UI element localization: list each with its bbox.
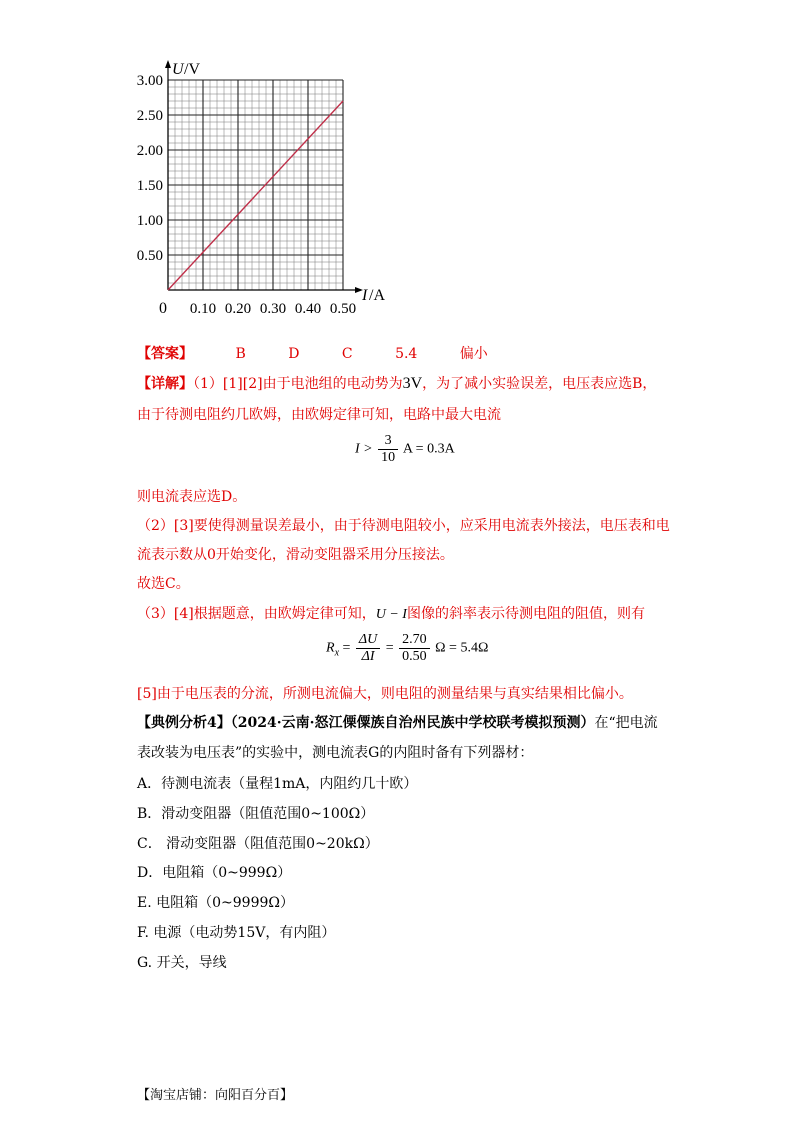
- answer-item-3: C: [341, 346, 353, 362]
- option-a: A．待测电流表（量程1mA，内阻约几十欧）: [137, 776, 418, 792]
- eq2-rhs: Ω = 5.4Ω: [435, 640, 489, 656]
- option-d: D．电阻箱（0~999Ω）: [137, 865, 292, 881]
- detail-line1-b: ，为了减小实验误差，电压表应选B，: [422, 376, 657, 392]
- detail-label: 【详解】: [137, 376, 193, 392]
- eq1-rhs: A = 0.3A: [402, 441, 455, 457]
- y-tick-label: 2.00: [136, 143, 163, 159]
- answer-item-4: 5.4: [395, 346, 418, 362]
- y-axis-label-var: U: [172, 61, 184, 78]
- eq2-fraction-1: [356, 632, 380, 665]
- x-axis-label-unit: /A: [369, 287, 385, 304]
- origin-label: 0: [159, 300, 167, 317]
- graph-series: [168, 101, 343, 290]
- detail-line-6: 故选C。: [137, 576, 190, 592]
- eq2-den1: ΔI: [361, 649, 375, 664]
- y-tick-label: 1.00: [136, 213, 163, 229]
- u-i-graph: [120, 50, 390, 320]
- detail-line-5: 流表示数从0开始变化，滑动变阻器采用分压接法。: [137, 547, 454, 563]
- option-g: G. 开关，导线: [137, 955, 227, 971]
- option-e: E. 电阻箱（0~9999Ω）: [137, 895, 294, 911]
- eq1-fraction: [378, 433, 398, 466]
- answer-item-5: 偏小: [459, 346, 488, 362]
- x-axis-label-var: I: [362, 287, 368, 304]
- option-f: F. 电源（电动势15V，有内阻）: [137, 925, 336, 941]
- eq1-num: 3: [378, 433, 398, 450]
- graph-y-ticks: [137, 73, 163, 264]
- y-tick-label: 1.50: [136, 178, 163, 194]
- detail-line-2: 由于待测电阻约几欧姆，由欧姆定律可知，电路中最大电流: [137, 407, 501, 423]
- y-axis-label-unit: /V: [184, 61, 200, 78]
- detail-line7-b: 图像的斜率表示待测电阻的阻值，则有: [406, 606, 645, 622]
- y-tick-label: 2.50: [136, 108, 163, 124]
- example-title-tail: 在“把电流: [594, 715, 658, 731]
- detail-line-7: [137, 604, 645, 625]
- x-tick-label: 0.20: [224, 301, 252, 317]
- y-axis-arrow: [165, 60, 171, 68]
- detail-line-3: 则电流表应选D。: [137, 489, 247, 505]
- detail-line-8: [5]由于电压表的分流，所测电流偏大，则电阻的测量结果与真实结果相比偏小。: [137, 686, 633, 702]
- graph-axes: [165, 60, 363, 293]
- footer-shop: 【淘宝店铺：向阳百分百】: [137, 1088, 294, 1103]
- example-title-line: [137, 713, 658, 733]
- answer-label: 【答案】: [137, 346, 193, 362]
- emf-value: 3V: [402, 375, 423, 392]
- graph-major-grid: [168, 80, 343, 290]
- eq2-eq-2: =: [385, 640, 394, 656]
- detail-line-4: （2）[3]要使得测量误差最小，由于待测电阻较小，应采用电流表外接法，电压表和电: [137, 518, 670, 534]
- graph-x-ticks: [190, 301, 356, 317]
- detail-line7-math: U − I: [375, 607, 407, 622]
- example-title: 【典例分析4】（2024·云南·怒江傈僳族自治州民族中学校联考模拟预测）: [137, 715, 595, 731]
- eq2-eq-1: =: [342, 640, 351, 656]
- example-line-2: 表改装为电压表”的实验中，测电流表G的内阻时备有下列器材：: [137, 745, 534, 761]
- option-b: B．滑动变阻器（阻值范围0~100Ω）: [137, 806, 375, 822]
- eq1-lhs: I >: [355, 441, 373, 457]
- eq2-num2: 2.70: [399, 632, 430, 649]
- equation-current: [355, 433, 455, 466]
- eq2-den2: 0.50: [402, 649, 427, 664]
- eq2-lhs: R: [326, 640, 335, 656]
- x-tick-label: 0.40: [294, 301, 322, 317]
- answer-row: [137, 344, 488, 364]
- answer-item-2: D: [288, 346, 300, 362]
- detail-line-1: [137, 374, 656, 394]
- detail-line1-a: （1）[1][2]由于电池组的电动势为: [193, 376, 403, 392]
- series-line: [168, 101, 343, 290]
- eq2-num1: ΔU: [356, 632, 380, 649]
- answer-item-1: B: [235, 346, 246, 362]
- x-tick-label: 0.50: [329, 301, 357, 317]
- option-c: C． 滑动变阻器（阻值范围0~20kΩ）: [137, 836, 379, 852]
- y-tick-label: 3.00: [136, 73, 163, 89]
- x-tick-label: 0.10: [189, 301, 217, 317]
- x-tick-label: 0.30: [259, 301, 287, 317]
- y-tick-label: 0.50: [136, 248, 163, 264]
- equation-resistance: [326, 632, 488, 665]
- eq2-sub: x: [334, 647, 340, 659]
- eq2-fraction-2: [399, 632, 430, 665]
- eq1-den: 10: [381, 450, 396, 465]
- detail-line7-a: （3）[4]根据题意，由欧姆定律可知，: [137, 606, 376, 622]
